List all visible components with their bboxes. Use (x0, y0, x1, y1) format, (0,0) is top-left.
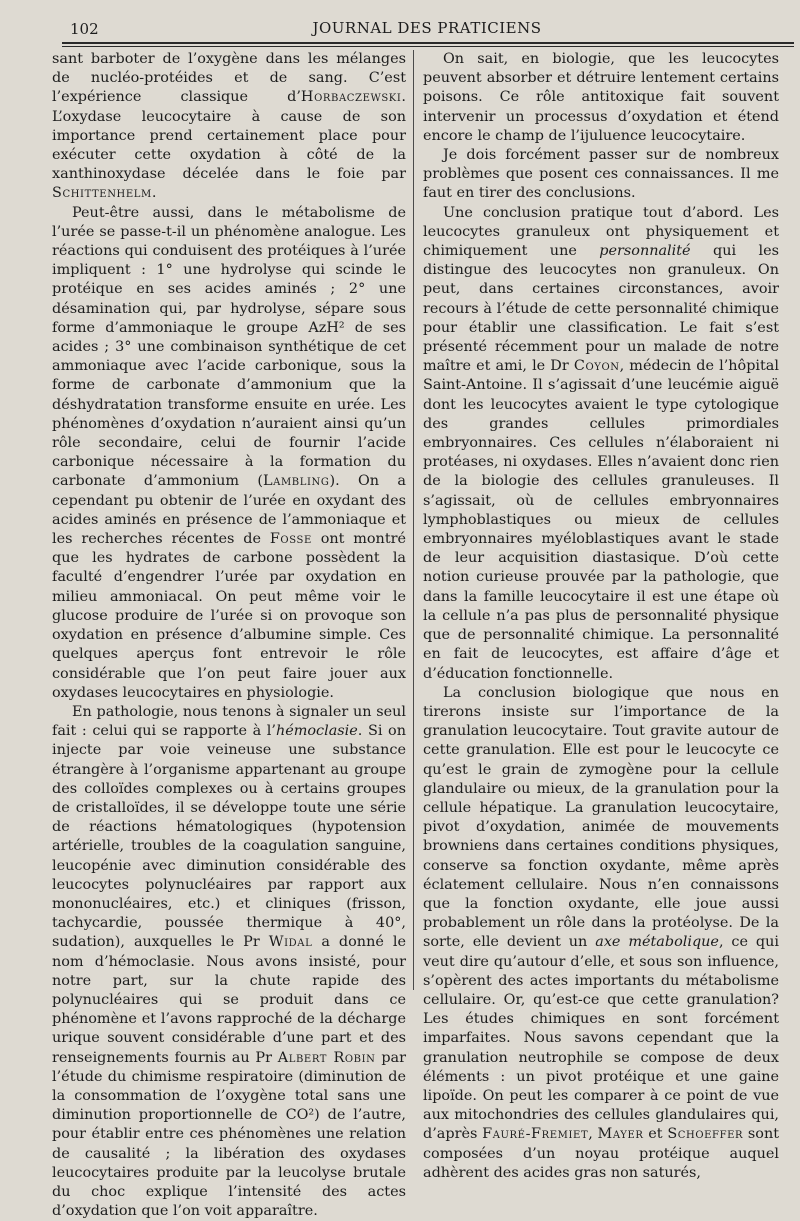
author-name: Mayer (597, 1126, 644, 1143)
header-rule-thick (62, 42, 794, 44)
text-run: ont montré que les hydrates de carbone possèdent la faculté d’engendrer l’urée par oxydation en milieu ammoniacal. On peut même voir le glucose produire de l’urée si on provoque son oxydation en présence d’albumine simple. Ces quelques aperçus font entrevoir le rôle considérable que l’on peut faire jouer aux oxydases leucocytaires en physiologie. (52, 531, 406, 701)
text-run: et (643, 1126, 668, 1143)
text-run: Peut-être aussi, dans le métabolisme de l’urée se passe-t-il un phénomène analogue. Les réactions qui conduisent des protéiques à l’urée impliquent : 1° une hydrolyse qui scinde le protéique en ses acides aminés ; 2° une désamination qui, par hydrolyse, sépare sous forme d’ammoniaque le groupe AzH² de ses acides ; 3° une combinaison synthétique de cet ammoniaque avec l’acide carbonique, sous la forme de carbonate d’ammonium que la déshydratation transforme ensuite en urée. Les phénomènes d’oxydation n’auraient ainsi qu’un rôle secondaire, celui de fournir l’acide carbonique nécessaire à la formation du carbonate d’ammonium ( (52, 204, 406, 490)
text-run: La conclusion biologique que nous en tirerons insiste sur l’importance de la granulation leucocytaire. Tout gravite autour de cette granulation. Elle est pour le leucocyte ce qu’est le grain de zymogène pour la cellule glandulaire ou mieux, de la granulation pour la cellule hépatique. La granulation leucocytaire, pivot d’oxydation, animée de mouvements browniens dans certaines conditions physiques, conserve sa fonction oxydante, même après éclatement cellulaire. Nous n’en connaissons que la fonction oxydante, elle joue aussi probablement un rôle dans la protéolyse. De la sorte, elle devient un (423, 684, 779, 951)
paragraph-p5 (423, 146, 779, 204)
text-run: , médecin de l’hôpital Saint-Antoine. Il s’agissait d’une leucémie aiguë dont les leucocytes avaient le type cytologique des grandes cellules primordiales embryonnaires. Ces cellules n’élaboraient ni protéases, ni oxydases. Elles n’avaient donc rien de la biologie des cellules granuleuses. Il s’agissait, où de cellules embryonnaires lymphoblastiques ou mieux de cellules embryonnaires myéloblastiques avant le stade de leur acquisition diastasique. D’où cette notion curieuse prouvée par la pathologie, que dans la famille leucocytaire il est une étape où la cellule n’a pas plus de personnalité physique que de personnalité chimique. La personnalité en fait de leucocytes, est affaire d’âge et d’éducation fonctionnelle. (423, 358, 779, 682)
header-rule-thin (62, 46, 794, 47)
author-name: Coyon (573, 358, 620, 375)
text-run: , ce qui veut dire qu’autour d’elle, et sous son influence, s’opèrent des actes importants du métabolisme cellulaire. Or, qu’est-ce que cette granulation? Les études chimiques en sont forcément imparfaites. Nous savons cependant que la granulation neutrophile se compose de deux éléments : un pivot protéique et une gaine lipoïde. On peut les comparer à ce point de vue aux mitochondries des cellules glandulaires qui, d’après (423, 934, 779, 1143)
text-run: On sait, en biologie, que les leucocytes peuvent absorber et détruire lentement certains poisons. Ce rôle antitoxique fait souvent intervenir un processus d’oxydation et étend encore le champ de l’ijuluence leucocytaire. (423, 51, 779, 144)
emphasis-text: hémoclasie (275, 723, 358, 740)
author-name: Fosse (269, 531, 312, 548)
paragraph-p6 (423, 204, 779, 684)
text-run: sant barboter de l’oxygène dans les mélanges de nucléo-protéides et de sang. C’est l’expérience classique d’ (52, 51, 406, 106)
author-name: Schoeffer (667, 1126, 744, 1143)
author-name: Schittenhelm (52, 185, 152, 202)
left-column (52, 50, 406, 1221)
text-run: qui les distingue des leucocytes non granuleux. On peut, dans certaines circonstances, avoir recours à l’étude de cette personnalité chimique pour établir une classification. Le fait s’est présenté récemment pour un malade de notre maître et ami, le Dr (423, 243, 779, 375)
running-header (62, 16, 792, 42)
paragraph-p4 (423, 50, 779, 146)
paragraph-p2 (52, 204, 406, 703)
author-name: Albert Robin (277, 1049, 376, 1066)
text-run: par l’étude du chimisme respiratoire (diminution de la consommation de l’oxygène total sans une diminution proportionnelle de CO²) de l’autre, pour établir entre ces phénomènes une relation de causalité ; la libération des oxydases leucocytaires produite par la leucolyse brutale du choc explique l’intensité des actes d’oxydation que l’on voit apparaître. (52, 1049, 406, 1220)
column-divider (413, 50, 414, 990)
text-run: Je dois forcément passer sur de nombreux problèmes que posent ces connaissances. Il me faut en tirer des conclusions. (423, 147, 779, 202)
text-run: ). On a cependant pu obtenir de l’urée en oxydant des acides aminés en présence de l’ammoniaque et les recherches récentes de (52, 473, 406, 548)
emphasis-text: personnalité (599, 243, 691, 260)
text-run: En pathologie, nous tenons à signaler un seul fait : celui qui se rapporte à l’ (52, 703, 406, 740)
author-name: Lambling (262, 473, 330, 490)
author-name: Horbaczewski (300, 89, 402, 106)
paragraph-p7 (423, 684, 779, 1183)
journal-title: JOURNAL DES PRATICIENS (312, 19, 542, 37)
text-run: , (588, 1126, 598, 1143)
text-run: Une conclusion pratique tout d’abord. Les leucocytes granuleux ont physiquement et chimiquement une (423, 204, 779, 260)
paragraph-p3 (52, 703, 406, 1221)
text-run: sont composées d’un noyau protéique auquel adhèrent des acides gras non saturés, (423, 1126, 779, 1181)
text-run: . (151, 185, 157, 202)
text-run: a donné le nom d’hémoclasie. Nous avons insisté, pour notre part, sur la chute rapide des polynucléaires qui se produit dans ce phénomène et l’avons rapproché de la décharge urique souvent considérable d’une part et des renseignements fournis au Pr (52, 934, 406, 1066)
author-name: Widal (268, 934, 313, 951)
right-column (423, 50, 779, 1183)
paragraph-p1 (52, 50, 406, 204)
text-run: . L’oxydase leucocytaire à cause de son importance prend certainement place pour exécuter cette oxydation à côté de la xanthinoxydase décelée dans le foie par (52, 89, 406, 183)
page-number: 102 (70, 20, 99, 38)
author-name: Fauré-Fremiet (482, 1126, 589, 1143)
text-run: . Si on injecte par voie veineuse une substance étrangère à l’organisme appartenant au groupe des colloïdes complexes ou à certains groupes de cristalloïdes, il se développe toute une série de réactions hématologiques (hypotension artérielle, troubles de la coagulation sanguine, leucopénie avec diminution considérable des leucocytes polynucléaires par rapport aux mononucléaires, etc.) et cliniques (frisson, tachycardie, poussée thermique à 40°, sudation), auxquelles le Pr (52, 723, 406, 951)
emphasis-text: axe métabolique (595, 934, 719, 951)
